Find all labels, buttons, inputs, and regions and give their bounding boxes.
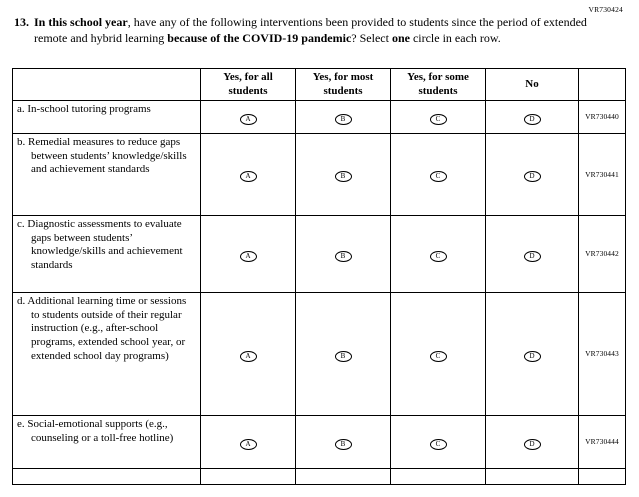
answer-cell-b-no [486,133,579,215]
answer-cell-stub-all [201,468,296,484]
table-row-b [13,133,626,215]
answer-cell-d-all [201,292,296,415]
oval-row-d-yes-some[interactable]: C [430,351,447,362]
oval-row-d-no[interactable]: D [524,351,541,362]
answer-cell-d-most [296,292,391,415]
answer-cell-stub-some [391,468,486,484]
answer-cell-a-all [201,100,296,133]
question-number: 13. [14,15,29,29]
question-text-4: ? Select [351,31,392,46]
oval-row-c-yes-some[interactable]: C [430,251,447,262]
answer-cell-stub-most [296,468,391,484]
row-code-e: VR730444 [579,415,626,468]
oval-row-d-yes-all[interactable]: A [240,351,257,362]
answer-cell-e-no [486,415,579,468]
answer-cell-b-most [296,133,391,215]
row-text: In-school tutoring programs [27,102,151,115]
table-row-e [13,415,626,468]
answer-cell-a-some [391,100,486,133]
row-code-d: VR730443 [579,292,626,415]
row-code-a: VR730440 [579,100,626,133]
answer-cell-b-some [391,133,486,215]
header-yes-some-students: Yes, for some students [391,69,486,100]
row-label-b [13,133,201,215]
row-prefix: e. [17,417,25,430]
question-text-2: , have any of the following interventions been provided to students since the period of extended remote and hybrid learning [34,15,587,46]
answer-cell-e-some [391,415,486,468]
answer-cell-e-all [201,415,296,468]
table-row-c [13,215,626,292]
question-text-bold-3: because of the COVID-19 pandemic [167,31,352,46]
question-text-bold-1: In this school year [34,15,128,29]
answer-cell-stub-no [486,468,579,484]
row-label-stub [13,468,201,484]
oval-row-e-yes-most[interactable]: B [335,439,352,450]
header-yes-most-students: Yes, for most students [296,69,391,100]
answer-cell-e-most [296,415,391,468]
table-row-a [13,100,626,133]
header-blank [13,69,201,100]
row-prefix: b. [17,135,26,148]
answer-cell-c-no [486,215,579,292]
row-prefix: a. [17,102,25,115]
header-code-blank [579,69,626,100]
table-header-row [13,69,626,100]
row-text: Diagnostic assessments to evaluate gaps between students’ knowledge/skills and achievement standards [27,217,183,271]
interventions-table [12,68,626,484]
oval-row-c-yes-all[interactable]: A [240,251,257,262]
question-text-6: circle in each row. [409,31,501,46]
answer-cell-c-most [296,215,391,292]
row-code-c: VR730442 [579,215,626,292]
table-row-d [13,292,626,415]
oval-row-c-yes-most[interactable]: B [335,251,352,262]
answer-cell-d-some [391,292,486,415]
oval-row-a-no[interactable]: D [524,114,541,125]
oval-row-c-no[interactable]: D [524,251,541,262]
header-no: No [486,69,579,100]
row-text: Social-emotional supports (e.g., counseling or a toll-free hotline) [27,417,174,444]
header-yes-all-students: Yes, for all students [201,69,296,100]
row-label-d [13,292,201,415]
oval-row-b-yes-some[interactable]: C [430,171,447,182]
oval-row-e-yes-some[interactable]: C [430,439,447,450]
answer-cell-b-all [201,133,296,215]
oval-row-e-yes-all[interactable]: A [240,439,257,450]
answer-cell-d-no [486,292,579,415]
table-row-cutoff [13,468,626,484]
answer-cell-c-some [391,215,486,292]
answer-cell-a-no [486,100,579,133]
answer-cell-c-all [201,215,296,292]
row-label-a [13,100,201,133]
row-code-stub [579,468,626,484]
oval-row-d-yes-most[interactable]: B [335,351,352,362]
oval-row-e-no[interactable]: D [524,439,541,450]
row-text: Remedial measures to reduce gaps between students’ knowledge/skills and achievement standards [28,135,187,176]
row-code-b: VR730441 [579,133,626,215]
row-prefix: d. [17,294,26,307]
oval-row-a-yes-most[interactable]: B [335,114,352,125]
row-prefix: c. [17,217,25,230]
answer-cell-a-most [296,100,391,133]
row-label-c [13,215,201,292]
oval-row-a-yes-some[interactable]: C [430,114,447,125]
row-label-e [13,415,201,468]
row-text: Additional learning time or sessions to students outside of their regular instruction (e.g., after-school programs, extended school year, or extended school day programs) [27,294,187,362]
oval-row-b-yes-most[interactable]: B [335,171,352,182]
page-code: VR730424 [588,5,623,14]
question-text-bold-5: one [391,31,410,46]
oval-row-b-no[interactable]: D [524,171,541,182]
oval-row-a-yes-all[interactable]: A [240,114,257,125]
oval-row-b-yes-all[interactable]: A [240,171,257,182]
question-13 [14,14,594,46]
